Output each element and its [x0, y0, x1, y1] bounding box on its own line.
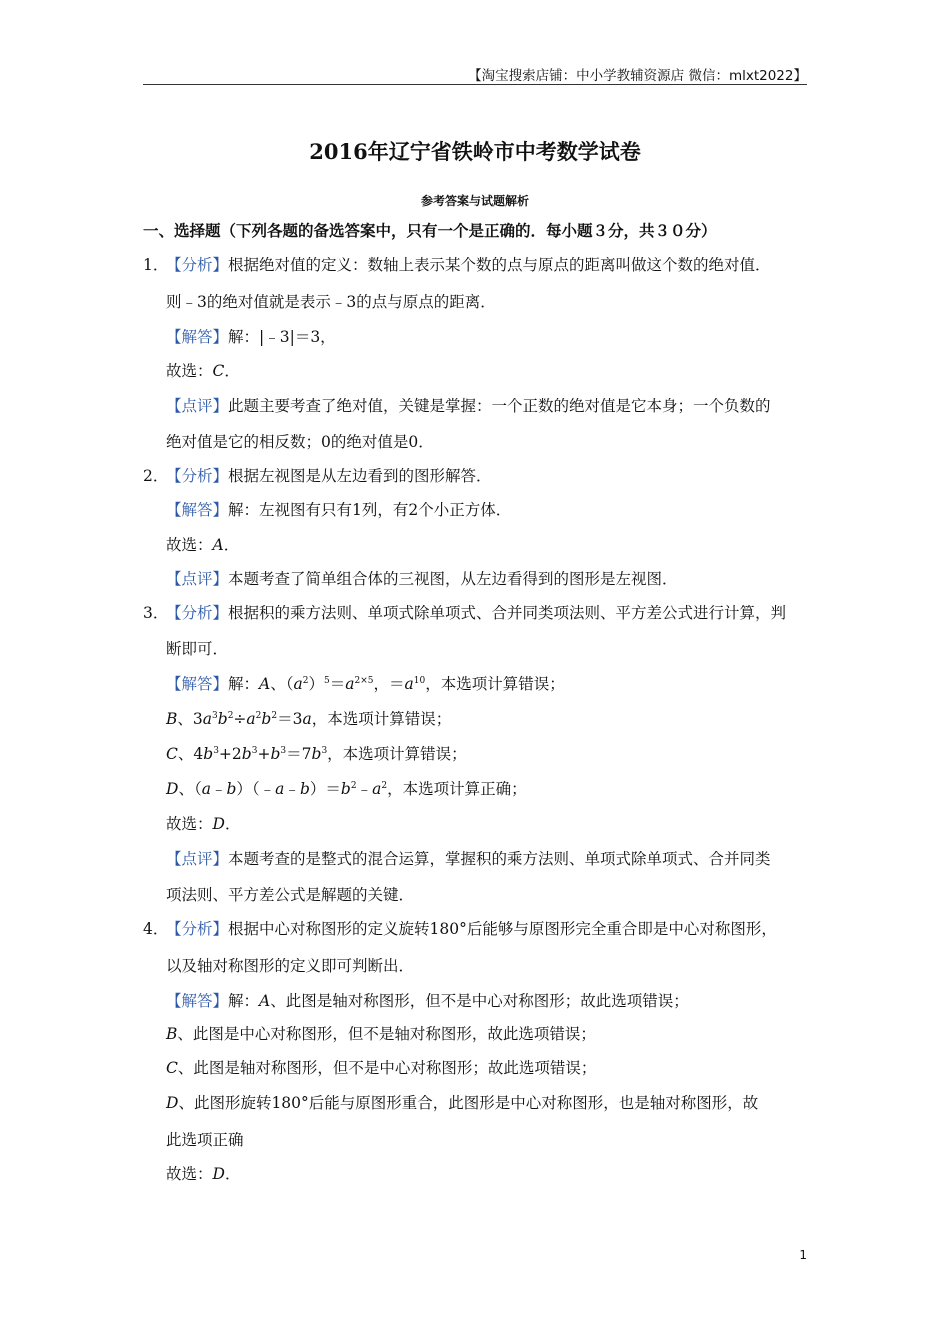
- q3-comment-line-2: 项法则、平方差公式是解题的关键．: [166, 886, 415, 904]
- q1-answer-tag: 【解答】: [166, 328, 229, 346]
- q3-answer-a: 【解答】解：A、$(a^2)^5=a^{2\times 5}$，$=a^{10}$，本选项计算错误；: [166, 675, 565, 693]
- q1-analysis-line-1: 1．【分析】根据绝对值的定义：数轴上表示某个数的点与原点的距离叫做这个数的绝对值．: [143, 256, 771, 274]
- document-title: 2016年辽宁省铁岭市中考数学试卷: [309, 139, 641, 164]
- q4-answer-d-line-1: D、此图形旋转180°后能与原图形重合，此图形是中心对称图形，也是轴对称图形，故: [166, 1094, 759, 1112]
- q2-comment-tag: 【点评】: [166, 570, 229, 588]
- q4-answer-b: B、此图是中心对称图形，但不是轴对称图形，故此选项错误；: [166, 1025, 596, 1043]
- q2-comment: 【点评】本题考查了简单组合体的三视图，从左边看得到的图形是左视图．: [166, 570, 678, 588]
- page-number: 1: [799, 1248, 807, 1262]
- q3-comment-line-1: 【点评】本题考查的是整式的混合运算，掌握积的乘方法则、单项式除单项式、合并同类: [166, 850, 771, 868]
- q4-analysis-line-1: 4．【分析】根据中心对称图形的定义旋转180°后能够与原图形完全重合即是中心对称图形，: [143, 920, 777, 938]
- q3-answer-b: B、$3a^3b^2\div a^2b^2=3a$，本选项计算错误；: [166, 710, 452, 728]
- q4-answer-a: 【解答】解：A、此图是轴对称图形，但不是中心对称图形；故此选项错误；: [166, 992, 689, 1010]
- q3-formula-d: D、$(a﹣b)(﹣a﹣b)=b^2﹣a^2$: [166, 780, 388, 798]
- q1-analysis-line-2: 则﹣3的绝对值就是表示﹣3的点与原点的距离．: [166, 293, 496, 311]
- q4-answer-c: C、此图是轴对称图形，但不是中心对称图形；故此选项错误；: [166, 1059, 597, 1077]
- q3-formula-b: B、$3a^3b^2\div a^2b^2=3a$: [166, 710, 312, 728]
- q3-formula-a: A、$(a^2)^5=a^{2\times 5}$，$=a^{10}$: [259, 675, 426, 693]
- q3-analysis-tag: 【分析】: [166, 604, 229, 622]
- q3-formula-c: C、$4b^3+2b^3+b^3=7b^3$: [166, 745, 328, 763]
- q3-comment-tag: 【点评】: [166, 850, 229, 868]
- q2-answer-tag: 【解答】: [166, 501, 229, 519]
- q4-analysis-line-2: 以及轴对称图形的定义即可判断出．: [166, 957, 415, 975]
- q1-choice: 故选：C．: [166, 362, 240, 380]
- q3-choice: 故选：D．: [166, 815, 241, 833]
- q1-comment-tag: 【点评】: [166, 397, 229, 415]
- document-subtitle: 参考答案与试题解析: [420, 194, 529, 208]
- q2-analysis: 2．【分析】根据左视图是从左边看到的图形解答．: [143, 467, 492, 485]
- q3-analysis-line-2: 断即可．: [166, 640, 229, 658]
- q4-answer-tag: 【解答】: [166, 992, 229, 1010]
- q3-answer-c: C、$4b^3+2b^3+b^3=7b^3$，本选项计算错误；: [166, 745, 467, 763]
- q1-answer: 【解答】解：|﹣3|＝3，: [166, 328, 336, 346]
- page-header: 【淘宝搜索店铺：中小学教辅资源店 微信：mlxt2022】: [468, 68, 807, 84]
- section-heading: 一、选择题（下列各题的备选答案中，只有一个是正确的．每小题３分，共３０分）: [143, 221, 717, 240]
- q1-comment-line-2: 绝对值是它的相反数；0的绝对值是0．: [166, 433, 434, 451]
- q4-answer-d-line-2: 此选项正确: [166, 1131, 244, 1149]
- q1-analysis-tag: 【分析】: [166, 256, 229, 274]
- q2-answer: 【解答】解：左视图有只有1列，有2个小正方体．: [166, 501, 512, 519]
- q3-answer-tag: 【解答】: [166, 675, 229, 693]
- q2-analysis-tag: 【分析】: [166, 467, 229, 485]
- q3-analysis-line-1: 3．【分析】根据积的乘方法则、单项式除单项式、合并同类项法则、平方差公式进行计算，判: [143, 604, 787, 622]
- q1-comment-line-1: 【点评】此题主要考查了绝对值，关键是掌握：一个正数的绝对值是它本身；一个负数的: [166, 397, 771, 415]
- q2-choice: 故选：A．: [166, 536, 240, 554]
- header-divider: [143, 84, 807, 85]
- q4-analysis-tag: 【分析】: [166, 920, 229, 938]
- q4-choice: 故选：D．: [166, 1165, 241, 1183]
- q3-answer-d: D、$(a﹣b)(﹣a﹣b)=b^2﹣a^2$，本选项计算正确；: [166, 780, 527, 798]
